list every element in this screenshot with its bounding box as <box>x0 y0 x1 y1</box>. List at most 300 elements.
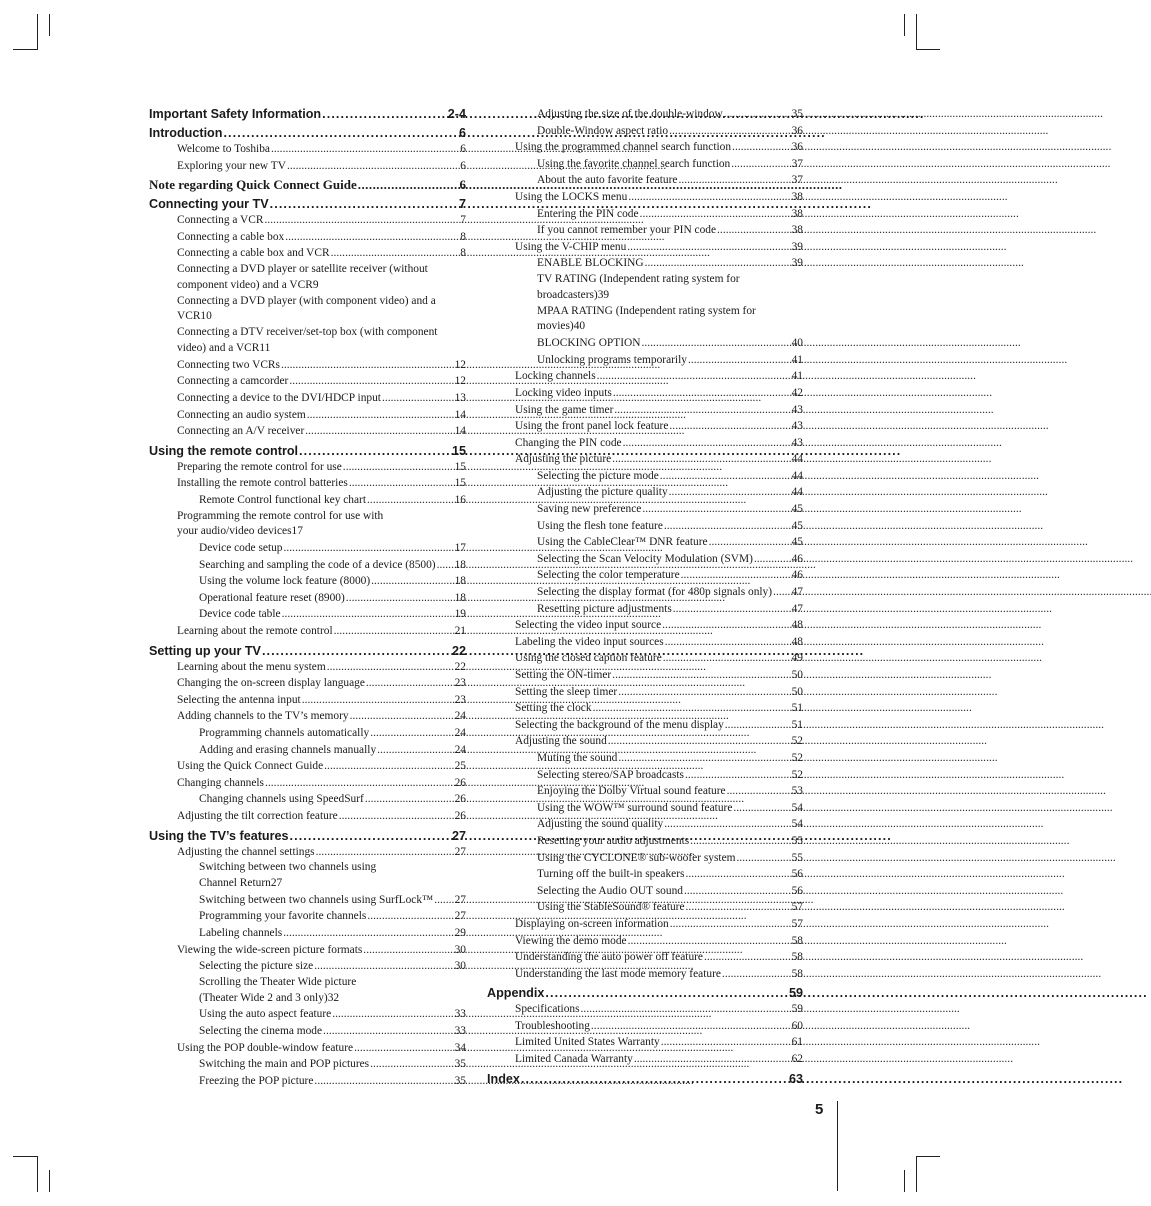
toc-entry-device-code-table[interactable] <box>149 606 466 623</box>
toc-entry-programming-channels-automatically[interactable] <box>149 725 466 742</box>
toc-page-number: 22 <box>451 643 466 658</box>
toc-entry-tv-rating-independent-rating-system-for[interactable] <box>487 272 803 304</box>
toc-entry-learning-about-the-remote-control[interactable] <box>149 623 466 640</box>
toc-page-number: 7 <box>458 197 466 212</box>
toc-page-number: 9 <box>312 278 319 291</box>
dot-leader <box>642 501 790 518</box>
toc-page-number: 39 <box>791 257 803 270</box>
toc-entry-title-line: Connecting a DVD player or satellite receiver (without <box>177 262 428 275</box>
dot-leader <box>367 492 454 509</box>
toc-page-number: 47 <box>791 586 803 599</box>
toc-entry-title: Index <box>487 1071 520 1086</box>
toc-page-number: 27 <box>270 876 283 889</box>
dot-leader <box>521 1071 788 1087</box>
toc-page-number: 17 <box>454 542 466 555</box>
toc-page-number: 18 <box>454 558 466 571</box>
toc-page-number: 60 <box>791 1019 803 1032</box>
toc-entry-title: Adding and erasing channels manually <box>199 743 377 756</box>
toc-entry-title: Setting up your TV <box>149 643 261 658</box>
toc-entry-title: Freezing the POP picture <box>199 1074 314 1087</box>
toc-entry-title: Using the TV’s features <box>149 828 289 843</box>
dot-leader <box>271 141 459 158</box>
toc-page-number: 25 <box>454 760 466 773</box>
toc-entry-title: Introduction <box>149 126 223 140</box>
crop-mark <box>49 14 50 36</box>
toc-page-number: 46 <box>791 552 803 565</box>
dot-leader <box>661 1034 791 1051</box>
toc-entry-resetting-picture-adjustments[interactable] <box>487 601 803 618</box>
toc-entry-enable-blocking[interactable] <box>487 255 803 272</box>
toc-entry-changing-the-on-screen-display-language[interactable] <box>149 675 466 692</box>
dot-leader <box>265 775 454 792</box>
toc-entry-selecting-the-background-of-the-menu-display[interactable] <box>487 717 803 734</box>
dot-leader <box>662 617 790 634</box>
toc-entry-enjoying-the-dolby-virtual-sound-feature[interactable] <box>487 783 803 800</box>
dot-leader <box>591 1018 791 1035</box>
toc-entry-title: Adding channels to the TV’s memory <box>177 710 349 723</box>
dot-leader <box>287 158 459 175</box>
crop-mark <box>13 1156 37 1157</box>
toc-page-number: 6 <box>460 143 466 155</box>
dot-leader <box>686 899 791 916</box>
toc-entry-troubleshooting[interactable] <box>487 1018 803 1035</box>
toc-entry-title: Labeling the video input sources <box>515 635 664 648</box>
toc-entry-title: Connecting a VCR <box>177 214 264 227</box>
toc-entry-title: Enjoying the Dolby Virtual sound feature <box>537 785 726 798</box>
dot-leader <box>725 717 791 734</box>
dot-leader <box>727 783 791 800</box>
dot-leader <box>307 407 454 424</box>
toc-entry-title: Locking video inputs <box>515 386 612 399</box>
toc-entry-device-code-setup[interactable] <box>149 540 466 557</box>
toc-entry-connecting-an-a-v-receiver[interactable] <box>149 423 466 440</box>
toc-section-using-the-tv-s-features[interactable] <box>149 828 466 844</box>
toc-entry-using-the-stablesound-feature[interactable] <box>487 899 803 916</box>
toc-entry-title: Remote Control functional key chart <box>199 493 367 506</box>
dot-leader <box>623 435 791 452</box>
toc-page-number: 57 <box>791 917 803 930</box>
toc-page-number: 34 <box>454 1041 466 1054</box>
toc-entry-limited-united-states-warranty[interactable] <box>487 1034 803 1051</box>
toc-entry-last-line <box>199 876 466 892</box>
toc-page-number: 27 <box>454 910 466 923</box>
toc-page-number: 23 <box>454 677 466 690</box>
toc-entry-selecting-the-picture-mode[interactable] <box>487 468 803 485</box>
toc-page-number: 23 <box>454 693 466 706</box>
dot-leader <box>316 844 454 861</box>
toc-entry-title: Limited Canada Warranty <box>515 1053 633 1066</box>
toc-entry-selecting-the-color-temperature[interactable] <box>487 567 803 584</box>
toc-entry-changing-the-pin-code[interactable] <box>487 435 803 452</box>
toc-entry-programming-the-remote-control-for-use-with[interactable] <box>149 509 466 541</box>
toc-page-number: 63 <box>788 1071 803 1086</box>
toc-entry-connecting-a-device-to-the-dvi-hdcp-input[interactable] <box>149 390 466 407</box>
toc-page-number: 51 <box>791 702 803 715</box>
toc-entry-title: Setting the clock <box>515 702 592 715</box>
toc-entry-labeling-the-video-input-sources[interactable] <box>487 634 803 651</box>
dot-leader <box>350 708 454 725</box>
toc-entry-title-line: Connecting a DVD player (with component video) and a <box>177 294 436 307</box>
toc-entry-using-the-programmed-channel-search-function[interactable] <box>487 139 803 156</box>
toc-entry-adding-and-erasing-channels-manually[interactable] <box>149 742 466 759</box>
toc-entry-connecting-a-dtv-receiver-set-top-box-with-compone[interactable] <box>149 325 466 357</box>
toc-entry-using-the-front-panel-lock-feature[interactable] <box>487 418 803 435</box>
toc-entry-title: Using the flesh tone feature <box>537 519 663 532</box>
toc-entry-title: video) and a VCR <box>177 341 260 354</box>
toc-entry-understanding-the-auto-power-off-feature[interactable] <box>487 949 803 966</box>
toc-page-number: 58 <box>791 934 803 947</box>
toc-entry-adjusting-the-picture[interactable] <box>487 451 803 468</box>
toc-page-number: 40 <box>573 320 586 333</box>
toc-page-number: 15 <box>454 477 466 490</box>
toc-entry-using-the-quick-connect-guide[interactable] <box>149 758 466 775</box>
toc-entry-switching-between-two-channels-using-surflock[interactable] <box>149 892 466 909</box>
dot-leader <box>685 866 790 883</box>
toc-entry-title: Channel Return <box>199 876 271 889</box>
toc-entry-title: Connecting a cable box <box>177 230 285 243</box>
toc-entry-title: Using the Quick Connect Guide <box>177 760 324 773</box>
toc-page-number: 54 <box>791 818 803 831</box>
toc-entry-title: Switching the main and POP pictures <box>199 1058 370 1071</box>
toc-entry-title: About the auto favorite feature <box>537 174 678 187</box>
toc-page-number: 58 <box>791 967 803 980</box>
toc-page-number: 41 <box>791 370 803 383</box>
toc-entry-title: Connecting a device to the DVI/HDCP input <box>177 391 381 404</box>
dot-leader <box>732 139 791 156</box>
dot-leader <box>634 1051 791 1068</box>
dot-leader <box>665 634 791 651</box>
dot-leader <box>332 1006 453 1023</box>
toc-page-number: 12 <box>454 358 466 371</box>
toc-entry-using-the-wow-surround-sound-feature[interactable] <box>487 800 803 817</box>
toc-entry-using-the-closed-caption-feature[interactable] <box>487 650 803 667</box>
toc-entry-title: Using the POP double-window feature <box>177 1041 354 1054</box>
toc-entry-limited-canada-warranty[interactable] <box>487 1051 803 1068</box>
toc-entry-title: (Theater Wide 2 and 3 only) <box>199 991 328 1004</box>
dot-leader <box>283 925 453 942</box>
toc-entry-unlocking-programs-temporarily[interactable] <box>487 352 803 369</box>
toc-page-number: 50 <box>791 669 803 681</box>
toc-entry-using-the-auto-aspect-feature[interactable] <box>149 1006 466 1023</box>
toc-page-number: 24 <box>454 727 466 740</box>
toc-entry-title: Changing channels <box>177 776 264 789</box>
crop-mark <box>904 1170 905 1192</box>
dot-leader <box>264 212 459 229</box>
dot-leader <box>628 189 790 206</box>
toc-entry-connecting-a-cable-box-and-vcr[interactable] <box>149 245 466 262</box>
toc-entry-selecting-the-display-format-for-480p-signals-only[interactable] <box>487 584 803 601</box>
toc-section-index[interactable] <box>487 1071 803 1087</box>
toc-page-number: 56 <box>791 868 803 881</box>
toc-page-number: 6 <box>458 126 466 140</box>
toc-entry-selecting-the-audio-out-sound[interactable] <box>487 883 803 900</box>
toc-entry-using-the-game-timer[interactable] <box>487 402 803 419</box>
toc-entry-last-line <box>537 319 803 335</box>
toc-entry-searching-and-sampling-the-code-of-a-device-8500[interactable] <box>149 557 466 574</box>
dot-leader <box>349 475 454 492</box>
crop-mark <box>904 14 905 36</box>
dot-leader <box>608 733 791 750</box>
toc-page-number: 21 <box>454 625 466 638</box>
toc-page-number: 45 <box>791 536 803 549</box>
toc-page-number: 14 <box>454 408 466 421</box>
toc-entry-turning-off-the-built-in-speakers[interactable] <box>487 866 803 883</box>
toc-entry-using-the-flesh-tone-feature[interactable] <box>487 518 803 535</box>
toc-entry-freezing-the-pop-picture[interactable] <box>149 1073 466 1090</box>
dot-leader <box>627 239 790 256</box>
toc-entry-title: Selecting the picture size <box>199 960 314 973</box>
toc-entry-remote-control-functional-key-chart[interactable] <box>149 492 466 509</box>
toc-entry-connecting-a-dvd-player-or-satellite-receiver-with[interactable] <box>149 262 466 294</box>
toc-entry-title: Locking channels <box>515 370 596 383</box>
toc-entry-selecting-the-picture-size[interactable] <box>149 958 466 975</box>
dot-leader <box>736 850 790 867</box>
toc-entry-title-line: Programming the remote control for use with <box>177 509 384 522</box>
toc-entry-title: Using the favorite channel search function <box>537 157 731 170</box>
dot-leader <box>673 601 791 618</box>
toc-entry-title: Muting the sound <box>537 751 618 764</box>
toc-entry-switching-the-main-and-pop-pictures[interactable] <box>149 1056 466 1073</box>
toc-page-number: 44 <box>791 453 803 466</box>
toc-entry-using-the-pop-double-window-feature[interactable] <box>149 1040 466 1057</box>
toc-entry-labeling-channels[interactable] <box>149 925 466 942</box>
toc-page-number: 15 <box>451 443 466 458</box>
toc-entry-title: Device code table <box>199 608 281 621</box>
toc-entry-connecting-a-dvd-player-with-component-video-and-a[interactable] <box>149 294 466 326</box>
toc-entry-about-the-auto-favorite-feature[interactable] <box>487 172 803 189</box>
toc-entry-exploring-your-new-tv[interactable] <box>149 158 466 175</box>
toc-entry-connecting-a-cable-box[interactable] <box>149 229 466 246</box>
toc-entry-adjusting-the-tilt-correction-feature[interactable] <box>149 808 466 825</box>
toc-entry-using-the-favorite-channel-search-function[interactable] <box>487 156 803 173</box>
toc-page-number: 18 <box>454 575 466 588</box>
toc-entry-locking-channels[interactable] <box>487 368 803 385</box>
dot-leader <box>684 883 791 900</box>
toc-page-number: 33 <box>454 1024 466 1037</box>
dot-leader <box>664 816 790 833</box>
toc-entry-last-line <box>177 309 466 325</box>
toc-entry-title: Selecting stereo/SAP broadcasts <box>537 768 684 781</box>
toc-entry-title: Using the volume lock feature (8000) <box>199 575 371 588</box>
toc-entry-double-window-aspect-ratio[interactable] <box>487 123 803 140</box>
dot-leader <box>370 725 453 742</box>
toc-entry-title: Switching between two channels using SurfLock™ <box>199 893 434 906</box>
toc-entry-title-line: Switching between two channels using <box>199 861 377 874</box>
dot-leader <box>434 892 453 909</box>
dot-leader <box>663 650 791 667</box>
toc-entry-understanding-the-last-mode-memory-feature[interactable] <box>487 966 803 983</box>
toc-entry-connecting-a-vcr[interactable] <box>149 212 466 229</box>
toc-page-number: 36 <box>791 124 803 137</box>
toc-page-number: 37 <box>791 174 803 187</box>
toc-entry-title: Entering the PIN code <box>537 207 639 220</box>
toc-page-number: 56 <box>791 884 803 897</box>
toc-page-number: 50 <box>791 685 803 698</box>
toc-entry-last-line <box>177 524 466 540</box>
toc-section-using-the-remote-control[interactable] <box>149 443 466 459</box>
toc-entry-title: Setting the ON-timer <box>515 669 612 681</box>
dot-leader <box>612 451 790 468</box>
dot-leader <box>284 540 454 557</box>
toc-entry-title: Resetting your audio adjustments <box>537 834 690 847</box>
toc-entry-title: broadcasters) <box>537 288 598 301</box>
dot-leader <box>299 443 451 459</box>
toc-entry-title: Saving new preference <box>537 503 642 516</box>
dot-leader <box>282 606 454 623</box>
toc-page-number: 52 <box>791 768 803 781</box>
toc-entry-selecting-the-antenna-input[interactable] <box>149 692 466 709</box>
toc-entry-title-line: Connecting a DTV receiver/set-top box (with component <box>177 326 438 339</box>
toc-page-number: 36 <box>791 141 803 154</box>
dot-leader <box>290 828 451 844</box>
toc-entry-learning-about-the-menu-system[interactable] <box>149 659 466 676</box>
toc-entry-title: Using the WOW™ surround sound feature <box>537 801 733 814</box>
toc-page-number: 61 <box>791 1036 803 1049</box>
toc-entry-installing-the-remote-control-batteries[interactable] <box>149 475 466 492</box>
toc-entry-switching-between-two-channels-using[interactable] <box>149 860 466 892</box>
toc-entry-resetting-your-audio-adjustments[interactable] <box>487 833 803 850</box>
toc-entry-connecting-an-audio-system[interactable] <box>149 407 466 424</box>
toc-page-number: 39 <box>791 240 803 253</box>
dot-leader <box>334 623 454 640</box>
toc-entry-title: Connecting two VCRs <box>177 358 280 371</box>
toc-page-number: 54 <box>791 801 803 814</box>
toc-entry-title: Selecting the display format (for 480p signals only) <box>537 586 773 599</box>
toc-entry-displaying-on-screen-information[interactable] <box>487 916 803 933</box>
toc-entry-selecting-stereo-sap-broadcasts[interactable] <box>487 767 803 784</box>
toc-entry-adjusting-the-sound[interactable] <box>487 733 803 750</box>
dot-leader <box>346 590 454 607</box>
toc-entry-title: Appendix <box>487 986 545 1001</box>
dot-leader <box>581 1001 791 1018</box>
toc-page-number: 27 <box>454 845 466 858</box>
toc-entry-adjusting-the-channel-settings[interactable] <box>149 844 466 861</box>
toc-entry-viewing-the-demo-mode[interactable] <box>487 933 803 950</box>
toc-page-number: 8 <box>460 230 466 243</box>
toc-entry-changing-channels[interactable] <box>149 775 466 792</box>
toc-entry-adding-channels-to-the-tv-s-memory[interactable] <box>149 708 466 725</box>
toc-page-number: 35 <box>454 1058 466 1071</box>
crop-mark <box>916 1156 917 1192</box>
toc-entry-selecting-the-cinema-mode[interactable] <box>149 1023 466 1040</box>
toc-entry-entering-the-pin-code[interactable] <box>487 206 803 223</box>
toc-entry-title: Selecting the cinema mode <box>199 1024 323 1037</box>
toc-entry-muting-the-sound[interactable] <box>487 750 803 767</box>
toc-entry-adjusting-the-picture-quality[interactable] <box>487 484 803 501</box>
dot-leader <box>331 245 460 262</box>
toc-entry-using-the-cyclone-sub-woofer-system[interactable] <box>487 850 803 867</box>
toc-page-number: 22 <box>454 660 466 673</box>
dot-leader <box>366 675 454 692</box>
toc-section-connecting-your-tv[interactable] <box>149 196 466 212</box>
toc-entry-connecting-a-camcorder[interactable] <box>149 373 466 390</box>
toc-entry-saving-new-preference[interactable] <box>487 501 803 518</box>
dot-leader <box>327 659 454 676</box>
toc-entry-title: Adjusting the tilt correction feature <box>177 810 338 822</box>
dot-leader <box>437 557 454 574</box>
toc-entry-selecting-the-scan-velocity-modulation-svm[interactable] <box>487 551 803 568</box>
toc-page-number: 26 <box>454 776 466 789</box>
toc-page-number: 52 <box>791 735 803 748</box>
toc-entry-preparing-the-remote-control-for-use[interactable] <box>149 459 466 476</box>
toc-entry-scrolling-the-theater-wide-picture[interactable] <box>149 975 466 1007</box>
toc-entry-adjusting-the-sound-quality[interactable] <box>487 816 803 833</box>
toc-entry-using-the-v-chip-menu[interactable] <box>487 239 803 256</box>
toc-entry-title: Adjusting the channel settings <box>177 845 315 858</box>
toc-page-number: 30 <box>454 943 466 956</box>
toc-entry-welcome-to-toshiba[interactable] <box>149 141 466 158</box>
dot-leader <box>613 385 791 402</box>
toc-entry-title: Connecting an A/V receiver <box>177 425 305 438</box>
dot-leader <box>709 534 791 551</box>
toc-entry-using-the-cableclear-dnr-feature[interactable] <box>487 534 803 551</box>
toc-page-number: 12 <box>454 375 466 388</box>
toc-section-appendix[interactable] <box>487 985 803 1001</box>
crop-mark <box>916 49 940 50</box>
toc-section-introduction[interactable] <box>149 125 466 141</box>
toc-page-number: 39 <box>597 288 610 301</box>
dot-leader <box>731 156 790 173</box>
toc-section-note-regarding-quick-connect-guide[interactable] <box>149 177 466 193</box>
toc-entry-setting-the-sleep-timer[interactable] <box>487 684 803 701</box>
toc-entry-if-you-cannot-remember-your-pin-code[interactable] <box>487 222 803 239</box>
toc-entry-mpaa-rating-independent-rating-system-for[interactable] <box>487 304 803 336</box>
toc-entry-title: Specifications <box>515 1003 580 1016</box>
toc-page-number: 46 <box>791 569 803 582</box>
toc-entry-title: Labeling channels <box>199 926 283 939</box>
toc-entry-changing-channels-using-speedsurf[interactable] <box>149 791 466 808</box>
toc-entry-last-line <box>199 991 466 1007</box>
dot-leader <box>670 916 791 933</box>
toc-entry-title: Resetting picture adjustments <box>537 602 672 615</box>
dot-leader <box>618 684 790 701</box>
dot-leader <box>367 908 453 925</box>
dot-leader <box>305 423 453 440</box>
dot-leader <box>323 1023 454 1040</box>
toc-entry-locking-video-inputs[interactable] <box>487 385 803 402</box>
toc-page-number: 38 <box>791 224 803 237</box>
toc-entry-using-the-volume-lock-feature-8000[interactable] <box>149 573 466 590</box>
toc-page-number: 32 <box>327 991 340 1004</box>
toc-entry-title: BLOCKING OPTION <box>537 337 641 350</box>
toc-entry-blocking-option[interactable] <box>487 335 803 352</box>
toc-entry-selecting-the-video-input-source[interactable] <box>487 617 803 634</box>
dot-leader <box>314 958 453 975</box>
toc-section-important-safety-information[interactable] <box>149 106 466 122</box>
toc-entry-using-the-locks-menu[interactable] <box>487 189 803 206</box>
toc-entry-setting-the-on-timer[interactable] <box>487 667 803 684</box>
toc-entry-connecting-two-vcrs[interactable] <box>149 357 466 374</box>
toc-entry-programming-your-favorite-channels[interactable] <box>149 908 466 925</box>
toc-entry-viewing-the-wide-screen-picture-formats[interactable] <box>149 942 466 959</box>
toc-section-setting-up-your-tv[interactable] <box>149 643 466 659</box>
dot-leader <box>717 222 791 239</box>
dot-leader <box>660 468 791 485</box>
toc-entry-title: Double-Window aspect ratio <box>537 124 669 137</box>
toc-entry-adjusting-the-size-of-the-double-window[interactable] <box>487 106 803 123</box>
dot-leader <box>365 791 454 808</box>
page-edge-rule <box>837 1101 838 1191</box>
dot-leader <box>382 390 454 407</box>
toc-entry-title: Connecting a camcorder <box>177 375 289 388</box>
dot-leader <box>688 352 791 369</box>
toc-entry-operational-feature-reset-8900[interactable] <box>149 590 466 607</box>
toc-page-number: 16 <box>454 493 466 506</box>
toc-entry-setting-the-clock[interactable] <box>487 700 803 717</box>
crop-mark <box>13 49 37 50</box>
dot-leader <box>289 373 453 390</box>
toc-entry-specifications[interactable] <box>487 1001 803 1018</box>
